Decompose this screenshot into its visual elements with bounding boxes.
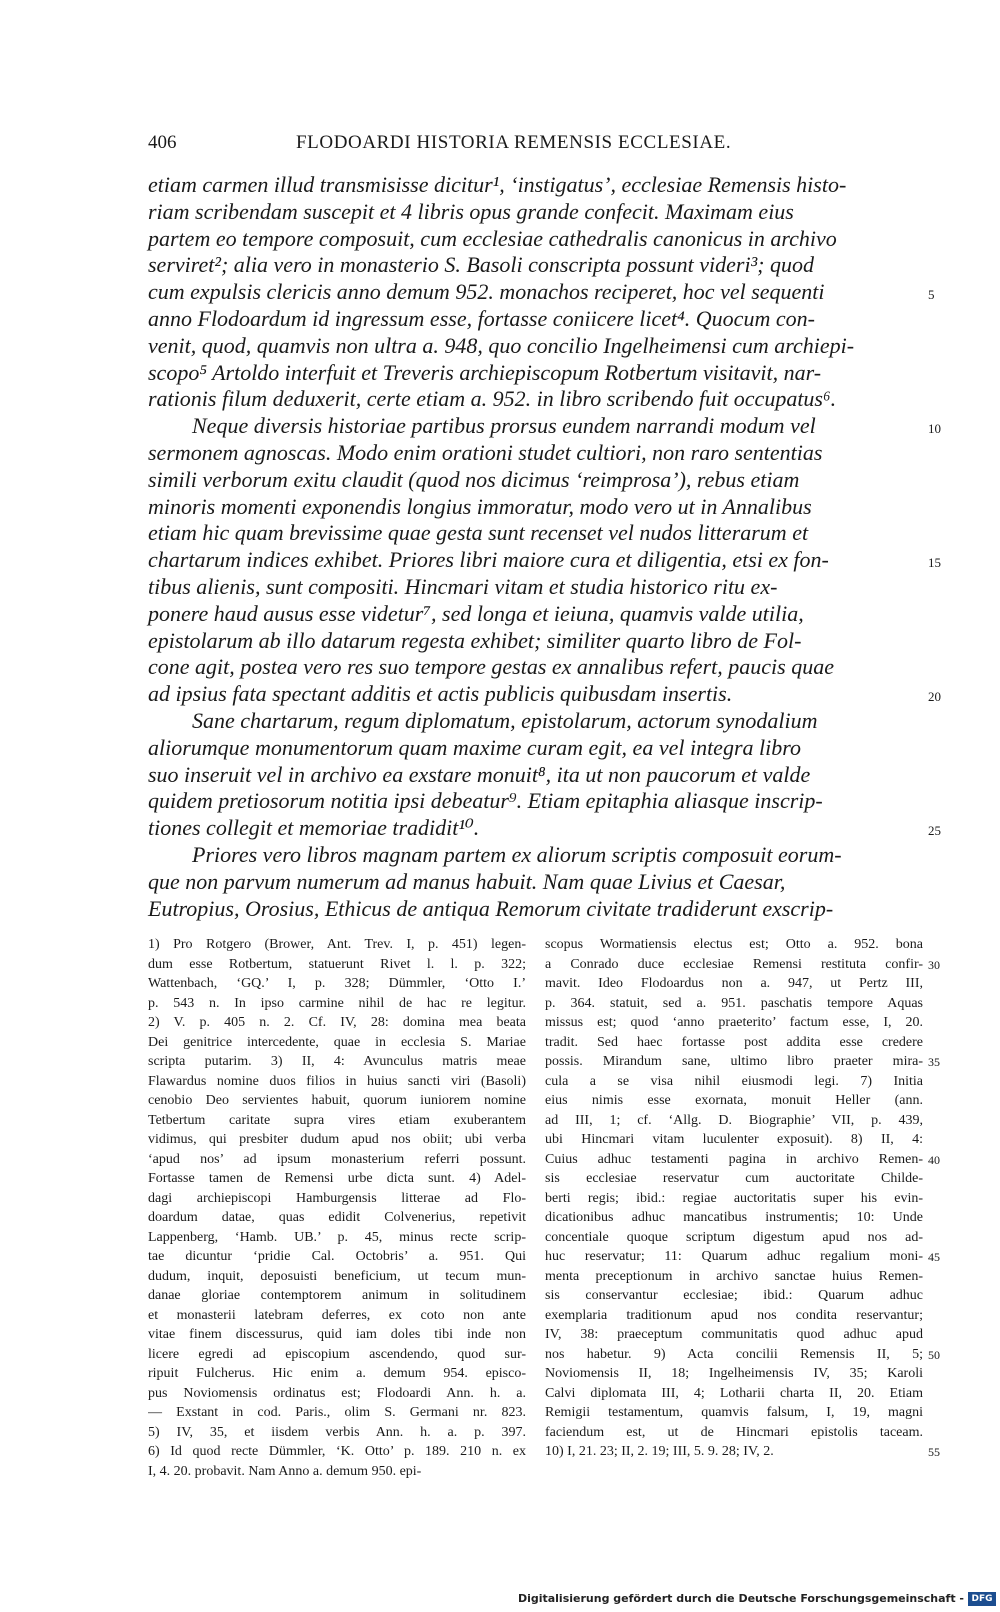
text-line: Neque diversis historiae partibus prorsus eundem narrandi modum vel [192, 413, 816, 439]
text-line: rationis filum deduxerit, certe etiam a. 952. in libro scribendo fuit occupatus⁶. [148, 386, 837, 412]
text-line: tiones collegit et memoriae tradidit¹⁰. [148, 815, 480, 841]
line-number: 10 [928, 421, 941, 437]
page-number: 406 [148, 132, 177, 153]
footnote-line: cula a se visa nihil eiusmodi legi. 7) Initia [545, 1073, 923, 1089]
text-line: ponere haud ausus esse videtur⁷, sed longa et ieiuna, quamvis valde utilia, [148, 600, 804, 626]
footnote-line: menta preceptionum in archivo sanctae huius Remen- [545, 1268, 923, 1284]
footnote-line: licere egredi ad episcopium ascendendo, quod sur- [148, 1346, 526, 1362]
footnotes-right-column [545, 935, 923, 1462]
text-line: riam scribendam suscepit et 4 libris opus grande confecit. Maximam eius [148, 198, 794, 224]
footnote-line: ad III, 1; cf. ‘Allg. D. Biographie’ VII, p. 439, [545, 1112, 923, 1128]
footnote-line: 2) V. p. 405 n. 2. Cf. IV, 28: domina mea beata [148, 1015, 526, 1030]
footnote-line: possis. Mirandum sane, ultimo libro praeter mira- [545, 1054, 923, 1069]
dfg-logo: DFG [968, 1592, 996, 1606]
footnote-line: dicationibus adhuc mancatibus instrumentis; 10: Unde [545, 1210, 923, 1225]
text-line: Eutropius, Orosius, Ethicus de antiqua Remorum civitate tradiderunt exscrip- [148, 895, 834, 921]
text-line: cone agit, postea vero res suo tempore gestas ex annalibus refert, paucis quae [148, 654, 834, 680]
footnote-line: I, 4. 20. probavit. Nam Anno a. demum 950. epi- [148, 1463, 422, 1479]
footnote-line: Tetbertum caritate supra vires etiam exuberantem [148, 1112, 526, 1128]
text-line: tibus alienis, sunt compositi. Hincmari vitam et studia historico ritu ex- [148, 573, 778, 599]
footnote-line: dagi archiepiscopi Hamburgensis litterae ad Flo- [148, 1190, 526, 1206]
footnote-line: faciendum est, ut de Hincmari epistolis taceam. [545, 1424, 923, 1440]
footnote-line: vidimus, qui presbiter dudum apud nos obiit; ubi verba [148, 1132, 526, 1147]
running-header [148, 132, 748, 156]
footer-credit: Digitalisierung gefördert durch die Deutsche Forschungsgemeinschaft - [517, 1592, 964, 1605]
footnote-line: Flawardus nomine duos filios in huius sancti viri (Basoli) [148, 1073, 526, 1089]
footnote-line: eius nimis esse exornata, monuit Heller (ann. [545, 1093, 923, 1108]
footnote-line: dum esse Rotbertum, statuerunt Rivet l. l. p. 322; [148, 956, 526, 972]
line-number: 25 [928, 823, 941, 839]
text-line: sermonem agnoscas. Modo enim orationi studet cultiori, non raro sententias [148, 439, 823, 465]
line-number: 15 [928, 555, 941, 571]
line-number: 50 [928, 1347, 940, 1362]
text-line: suo inseruit vel in archivo ea exstare monuit⁸, ita ut non paucorum et valde [148, 761, 811, 787]
footnote-line: pus Noviomensis ordinatus est; Flodoardi Ann. h. a. [148, 1385, 526, 1401]
footnote-line: ubi Hincmari vitam luculenter exposuit). 8) II, 4: [545, 1132, 923, 1147]
footnote-line: a Conrado duce ecclesiae Remensi restituta confir- [545, 956, 923, 972]
footnote-line: doardum datae, quas edidit Colvenerius, repetivit [148, 1210, 526, 1225]
footnote-line: ‘apud nos’ ad ipsum monasterium referri possunt. [148, 1151, 526, 1167]
text-line: ad ipsius fata spectant additis et actis publicis quibusdam insertis. [148, 681, 733, 707]
text-line: serviret²; alia vero in monasterio S. Basoli conscripta possunt videri³; quod [148, 252, 814, 278]
line-number: 45 [928, 1250, 940, 1264]
digitization-footer [517, 1590, 1000, 1612]
text-line: venit, quod, quamvis non ultra a. 948, quo concilio Ingelheimensi cum archiepi- [148, 332, 855, 358]
footnote-line: Wattenbach, ‘GQ.’ I, p. 328; Dümmler, ‘Otto I.’ [148, 976, 526, 991]
footnote-line: Cuius adhuc testamenti pagina in archivo Remen- [545, 1151, 923, 1167]
footnote-line: Calvi diplomata III, 4; Lotharii charta II, 20. Etiam [545, 1385, 923, 1401]
footnote-line: tae dicuntur ‘pridie Cal. Octobris’ a. 951. Qui [148, 1249, 526, 1264]
text-line: anno Flodoardum id ingressum esse, fortasse coniicere licet⁴. Quocum con- [148, 305, 815, 331]
footnote-line: Dei genitrice intercedente, quae in ecclesia S. Mariae [148, 1034, 526, 1050]
text-line: Sane chartarum, regum diplomatum, epistolarum, actorum synodalium [192, 707, 818, 733]
text-line: epistolarum ab illo datarum regesta exhibet; similiter quarto libro de Fol- [148, 627, 802, 653]
footnote-line: 5) IV, 35, et iisdem verbis Ann. h. a. p. 397. [148, 1424, 526, 1440]
footnote-line: p. 543 n. In ipso carmine nihil de hac re legitur. [148, 995, 526, 1011]
footnote-line: et monasterii latebram deferres, ex coto non ante [148, 1307, 526, 1323]
footnote-line: mavit. Ideo Flodoardus non a. 947, ut Pertz III, [545, 976, 923, 991]
text-line: partem eo tempore composuit, cum ecclesiae cathedralis canonicus in archivo [148, 225, 837, 251]
footnote-line: ripuit Fulcherus. Hic enim a. demum 954. episco- [148, 1366, 526, 1381]
text-line: quidem pretiosorum notitia ipsi debeatur⁹. Etiam epitaphia aliasque inscrip- [148, 788, 823, 814]
text-line: etiam carmen illud transmisisse dicitur¹, ‘instigatus’, ecclesiae Remensis histo- [148, 172, 847, 197]
text-line: scopo⁵ Artoldo interfuit et Treveris archiepiscopum Rotbertum visitavit, nar- [148, 359, 822, 385]
line-number: 55 [928, 1445, 940, 1459]
footnote-line: Lappenberg, ‘Hamb. UB.’ p. 45, minus recte scrip- [148, 1229, 526, 1245]
footnote-line: IV, 38: praeceptum communitatis quod adhuc apud [545, 1327, 923, 1342]
footnote-line: berti regis; ibid.: regiae auctoritatis super his evin- [545, 1190, 923, 1206]
footnote-line: 10) I, 21. 23; II, 2. 19; III, 5. 9. 28; IV, 2. [545, 1444, 774, 1459]
line-number: 35 [928, 1055, 940, 1069]
text-line: simili verborum exitu claudit (quod nos dicimus ‘reimprosa’), rebus etiam [148, 466, 800, 492]
text-line: chartarum indices exhibet. Priores libri maiore cura et diligentia, etsi ex fon- [148, 547, 829, 573]
text-line: cum expulsis clericis anno demum 952. monachos reciperet, hoc vel sequenti [148, 279, 825, 305]
footnotes-left-column [148, 935, 526, 1481]
line-number: 30 [928, 957, 940, 972]
footnote-line: missus est; quod ‘anno praeterito’ factum esse, I, 20. [545, 1015, 923, 1030]
line-number: 5 [928, 287, 935, 303]
text-line: Priores vero libros magnam partem ex aliorum scriptis composuit eorum- [192, 841, 842, 867]
footnote-line: sis ecclesiae reservatur cum auctoritate Childe- [545, 1171, 923, 1186]
footnote-line: vitae finem discessurus, quid iam doles tibi inde non [148, 1327, 526, 1342]
main-text-block [148, 172, 928, 922]
footnote-line: — Exstant in cod. Paris., olim S. Germani nr. 823. [148, 1405, 526, 1420]
line-number: 40 [928, 1152, 940, 1167]
footnote-line: dudum, inquit, deposuisti beneficium, ut tecum mun- [148, 1268, 526, 1284]
footnote-line: concentiale quoque scriptum digestum apud nos ad- [545, 1229, 923, 1245]
footnote-line: tradit. Sed haec fortasse post addita esse credere [545, 1034, 923, 1050]
text-line: etiam hic quam brevissime quae gesta sunt recenset vel nudos litterarum et [148, 520, 809, 546]
footnote-line: 1) Pro Rotgero (Brower, Ant. Trev. I, p. 451) legen- [148, 937, 526, 952]
footnote-line: Noviomensis II, 18; Ingelheimensis IV, 35; Karoli [545, 1366, 923, 1381]
footnote-line: 6) Id quod recte Dümmler, ‘K. Otto’ p. 189. 210 n. ex [148, 1444, 526, 1459]
footnote-line: Remigii testamentum, quamvis falsum, I, 19, magni [545, 1405, 923, 1420]
footnote-line: scripta putarim. 3) II, 4: Avunculus matris meae [148, 1054, 526, 1069]
footnote-line: sis conservantur ecclesiae; ibid.: Quarum adhuc [545, 1288, 923, 1303]
line-number: 20 [928, 689, 941, 705]
footnote-line: danae gloriae contemptorem animum in solitudinem [148, 1288, 526, 1303]
footnote-line: huc reservatur; 11: Quarum adhuc regalium moni- [545, 1249, 923, 1264]
footnote-line: Fortasse tamen de Remensi urbe dicta sunt. 4) Adel- [148, 1171, 526, 1186]
running-title: FLODOARDI HISTORIA REMENSIS ECCLESIAE. [296, 132, 732, 153]
footnote-line: exemplaria traditionum apud nos condita reservantur; [545, 1307, 923, 1323]
footnote-line: cenobio Deo servientes habuit, quorum iuniorem nomine [148, 1093, 526, 1108]
footnote-line: p. 364. statuit, sed a. 951. paschatis tempore Aquas [545, 995, 923, 1011]
text-line: aliorumque monumentorum quam maxime curam egit, ea vel integra libro [148, 734, 801, 760]
text-line: que non parvum numerum ad manus habuit. Nam quae Livius et Caesar, [148, 868, 786, 894]
footnote-line: scopus Wormatiensis electus est; Otto a. 952. bona [545, 937, 923, 952]
text-line: minoris momenti exponendis longius immoratur, modo vero ut in Annalibus [148, 493, 812, 519]
footnote-line: nos habetur. 9) Acta concilii Remensis II, 5; [545, 1346, 923, 1362]
